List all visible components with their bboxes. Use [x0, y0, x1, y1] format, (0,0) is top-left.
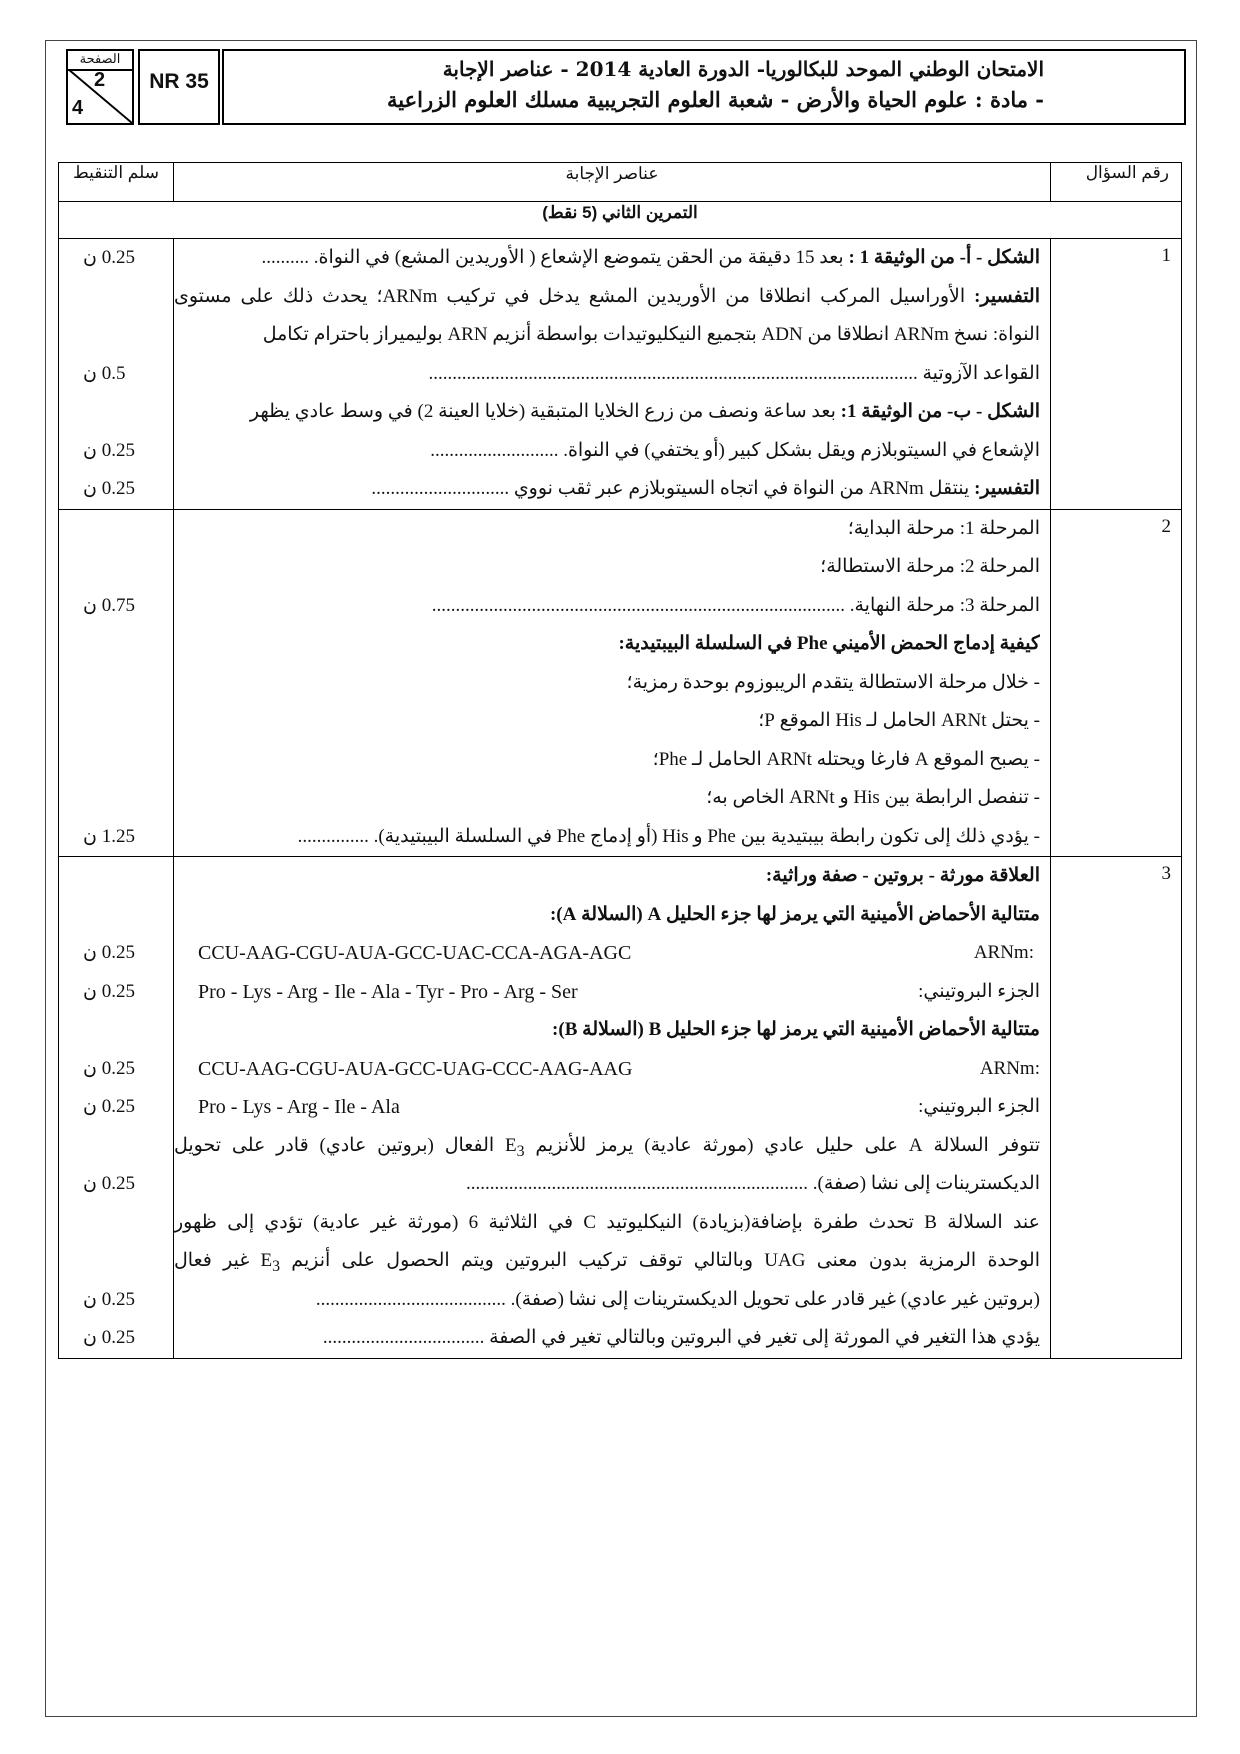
answer-line: يؤدي هذا التغير في المورثة إلى تغير في البروتين وبالتالي تغير في الصفة ..................................	[322, 1327, 1040, 1348]
score-value: 0.25 ن	[83, 478, 135, 499]
question-number: 1	[1051, 239, 1182, 510]
score-cell	[59, 857, 174, 1359]
score-value: 0.25 ن	[83, 1173, 135, 1194]
score-cell	[59, 509, 174, 857]
exercise-title: التمرين الثاني (5 نقط)	[59, 202, 1182, 239]
exam-title-line2: - مادة : علوم الحياة والأرض - شعبة العلوم التجريبية مسلك العلوم الزراعية	[387, 87, 1044, 112]
answer-line: - خلال مرحلة الاستطالة يتقدم الريبوزوم بوحدة رمزية؛	[626, 671, 1040, 693]
col-score-header: سلم التنقيط	[59, 163, 174, 202]
col-answer-header: عناصر الإجابة	[174, 163, 1051, 202]
score-value: 0.25 ن	[83, 1288, 135, 1310]
answer-cell	[174, 509, 1051, 857]
answer-line: الشكل - ب- من الوثيقة 1: بعد ساعة ونصف من زرع الخلايا المتبقية (خلايا العينة 2) في وسط عادي يظهر	[249, 401, 1040, 422]
protein-sequence-a: الجزء البروتيني: Pro - Lys - Arg - Ile - Ala - Tyr - Pro - Arg - Ser	[198, 980, 1040, 1003]
score-value: 0.25 ن	[83, 1096, 135, 1117]
score-cell	[59, 239, 174, 510]
answer-line: التفسير: ينتقل ARNm من النواة في اتجاه السيتوبلازم عبر ثقب نووي .............................	[371, 478, 1040, 499]
col-question-header: رقم السؤال	[1051, 163, 1182, 202]
answer-line: الشكل - أ- من الوثيقة 1 : بعد 15 دقيقة من الحقن يتموضع الإشعاع ( الأوريدين المشع) في النواة. ..........	[261, 247, 1040, 268]
table-header-row	[59, 163, 1182, 202]
answer-line: التفسير: الأوراسيل المركب انطلاقا من الأوريدين المشع يدخل في تركيب ARNm؛ يحدث ذلك على مستوى	[174, 285, 1040, 307]
answer-line: - يحتل ARNt الحامل لـ His الموقع P؛	[758, 710, 1040, 731]
answer-line: المرحلة 2: مرحلة الاستطالة؛	[820, 556, 1040, 577]
answer-line: المرحلة 3: مرحلة النهاية. .......................................................................................	[431, 594, 1040, 616]
protein-sequence-b: الجزء البروتيني: Pro - Lys - Arg - Ile - Ala	[198, 1096, 1040, 1118]
answer-line: القواعد الآزوتية .......................................................................................................	[428, 362, 1040, 384]
page-label: الصفحة	[68, 51, 132, 71]
question-number: 2	[1051, 509, 1182, 857]
answer-line: الإشعاع في السيتوبلازم ويقل بشكل كبير (أو يختفي) في النواة. ...........................	[430, 439, 1040, 461]
answer-line: - تنفصل الرابطة بين His و ARNt الخاص به؛	[706, 787, 1040, 808]
page-number-box	[66, 49, 134, 125]
page-number: 2	[94, 69, 106, 91]
answer-line: تتوفر السلالة A على حليل عادي (مورثة عادية) يرمز للأنزيم $E_3$ الفعال (بروتين عادي) قادر على تحويل	[174, 1134, 1040, 1160]
answer-line: متتالية الأحماض الأمينية التي يرمز لها جزء الحليل B (السلالة B):	[552, 1019, 1040, 1040]
answer-line: (بروتين غير عادي) غير قادر على تحويل الديكسترينات إلى نشا (صفة). ........................................	[315, 1288, 1040, 1310]
score-value: 0.5 ن	[83, 362, 126, 384]
score-value: 0.25 ن	[83, 942, 135, 963]
answer-line: عند السلالة B تحدث طفرة بإضافة(بزيادة) النيكليوتيد C في الثلاثية 6 (مورثة غير عادية) تؤدي إلى ظهور	[174, 1211, 1040, 1233]
answer-line: متتالية الأحماض الأمينية التي يرمز لها جزء الحليل A (السلالة A):	[549, 903, 1040, 925]
answer-table	[58, 162, 1182, 1359]
answer-line: النواة: نسخ ARNm انطلاقا من ADN بتجميع النيكليوتيدات بواسطة أنزيم ARN بوليميراز باحترام تكامل	[262, 324, 1040, 345]
answer-line: العلاقة مورثة - بروتين - صفة وراثية:	[765, 865, 1040, 886]
question-number: 3	[1051, 857, 1182, 1359]
score-value: 0.75 ن	[83, 594, 135, 616]
answer-cell	[174, 857, 1051, 1359]
score-value: 0.25 ن	[83, 1057, 135, 1079]
answer-line: الديكسترينات إلى نشا (صفة). ........................................................................	[466, 1173, 1040, 1194]
exam-title-line1: الامتحان الوطني الموحد للبكالوريا- الدورة العادية 2014 - عناصر الإجابة	[442, 57, 1044, 81]
exercise-row	[59, 202, 1182, 239]
arnm-sequence-b: :ARNm CCU-AAG-CGU-AUA-GCC-UAG-CCC-AAG-AAG	[198, 1057, 1040, 1080]
score-value: 0.25 ن	[83, 439, 135, 461]
question-row-3	[59, 857, 1182, 1359]
page-total: 4	[72, 97, 84, 119]
score-value: 0.25 ن	[83, 1327, 135, 1348]
score-value: 1.25 ن	[83, 825, 135, 847]
score-value: 0.25 ن	[83, 980, 135, 1002]
score-value: 0.25 ن	[83, 247, 135, 268]
answer-line: - يؤدي ذلك إلى تكون رابطة بيبتيدية بين Phe و His (أو إدماج Phe في السلسلة البيبتيدية). ...............	[297, 825, 1040, 847]
answer-line: الوحدة الرمزية بدون معنى UAG وبالتالي توقف تركيب البروتين ويتم الحصول على أنزيم $E_3$ غير فعال	[174, 1250, 1040, 1275]
exam-code: NR 35	[138, 49, 220, 125]
answer-line: المرحلة 1: مرحلة البداية؛	[847, 517, 1040, 539]
question-row-2	[59, 509, 1182, 857]
exam-title	[222, 49, 1186, 125]
answer-line: كيفية إدماج الحمض الأميني Phe في السلسلة البيبتيدية:	[618, 633, 1040, 654]
answer-cell	[174, 239, 1051, 510]
arnm-sequence-a: :ARNm CCU-AAG-CGU-AUA-GCC-UAC-CCA-AGA-AGC	[198, 942, 1034, 964]
question-row-1	[59, 239, 1182, 510]
answer-line: - يصبح الموقع A فارغا ويحتله ARNt الحامل لـ Phe؛	[652, 748, 1040, 770]
